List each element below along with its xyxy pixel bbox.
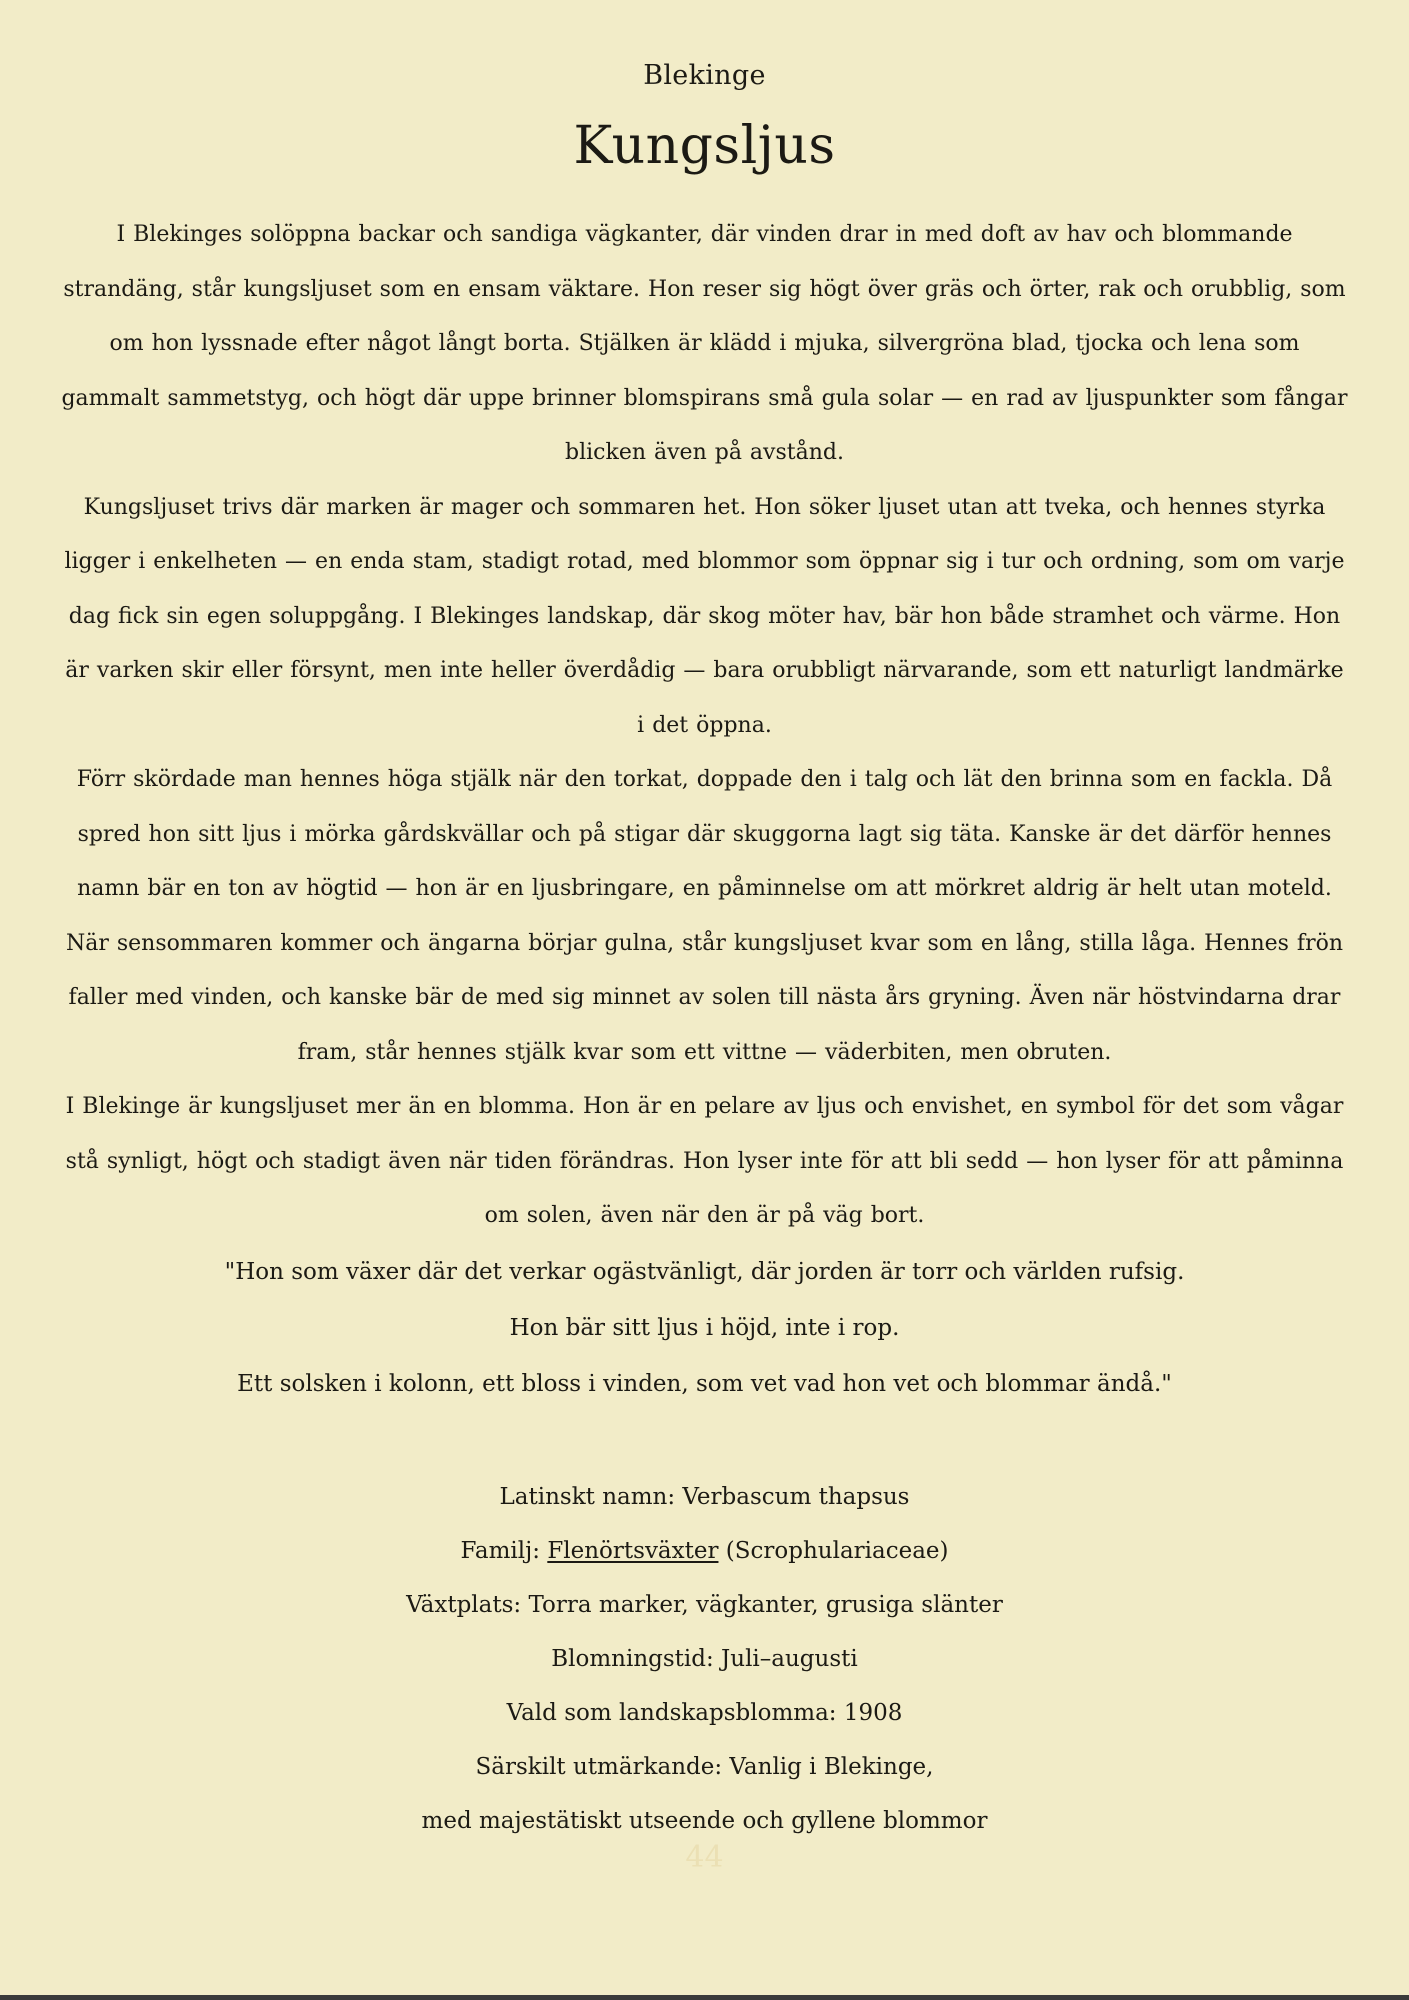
paragraph-1: I Blekinges solöppna backar och sandiga vägkanter, där vinden drar in med doft av hav och blommande strandäng, står kungsljuset som en ensam väktare. Hon reser sig högt över gräs och örter, rak och orubblig, som om hon lyssnade efter något långt borta. Stjälken är klädd i mjuka, silvergröna blad, tjocka och lena som gammalt sammetstyg, och högt där uppe brinner blomspirans små gula solar — en rad av ljuspunkter som fångar blicken även på avstånd. — [61, 222, 1348, 465]
paragraph-5: I Blekinge är kungsljuset mer än en blomma. Hon är en pelare av ljus och envishet, en symbol för det som vågar stå synligt, högt och stadigt även när tiden förändras. Hon lyser inte för att bli sedd — hon lyser för att påminna om solen, även när den är på väg bort. — [65, 1094, 1344, 1228]
body-text — [58, 208, 1351, 1244]
facts-list — [58, 1470, 1351, 1848]
quote-line-3: Ett solsken i kolonn, ett bloss i vinden, som vet vad hon vet och blommar ändå." — [237, 1370, 1172, 1397]
page-number: 44 — [685, 1840, 724, 1875]
quote-line-2: Hon bär sitt ljus i höjd, inte i rop. — [509, 1314, 900, 1341]
quote-line-1: "Hon som växer där det verkar ogästvänligt, där jorden är torr och världen rufsig. — [224, 1258, 1185, 1285]
paragraph-4: När sensommaren kommer och ängarna börjar gulna, står kungsljuset kvar som en lång, stilla låga. Hennes frön faller med vinden, och kanske bär de med sig minnet av solen till nästa års gryning. Även när höstvindarna drar fram, står hennes stjälk kvar som ett vittne — väderbiten, men obruten. — [65, 930, 1344, 1065]
page-title: Kungsljus — [573, 116, 836, 176]
fact-family — [58, 1524, 1351, 1578]
fact-bloom-time: Blomningstid: Juli–augusti — [551, 1645, 858, 1672]
bottom-divider — [0, 1995, 1409, 2000]
fact-special-2: med majestätiskt utseende och gyllene blommor — [421, 1807, 988, 1834]
fact-special-1: Särskilt utmärkande: Vanlig i Blekinge, — [475, 1753, 934, 1780]
fact-chosen-year: Vald som landskapsblomma: 1908 — [506, 1699, 903, 1726]
family-link[interactable]: Flenörtsväxter — [547, 1537, 719, 1564]
fact-family-suffix: (Scrophulariaceae) — [718, 1537, 949, 1564]
region-heading: Blekinge — [643, 60, 766, 91]
fact-family-prefix: Familj: — [460, 1537, 548, 1564]
fact-latin-name: Latinskt namn: Verbascum thapsus — [499, 1483, 910, 1510]
poem-quote — [58, 1244, 1351, 1412]
paragraph-3: Förr skördade man hennes höga stjälk när den torkat, doppade den i talg och lät den brinna som en fackla. Då spred hon sitt ljus i mörka gårdskvällar och på stigar där skuggorna lagt sig täta. Kanske är det därför hennes namn bär en ton av högtid — hon är en ljusbringare, en påminnelse om att mörkret aldrig är helt utan moteld. — [76, 767, 1333, 901]
paragraph-2: Kungsljuset trivs där marken är mager och sommaren het. Hon söker ljuset utan att tveka, och hennes styrka ligger i enkelheten — en enda stam, stadigt rotad, med blommor som öppnar sig i tur och ordning, som om varje dag fick sin egen soluppgång. I Blekinges landskap, där skog möter hav, bär hon både stramhet och värme. Hon är varken skir eller försynt, men inte heller överdådig — bara orubbligt närvarande, som ett naturligt landmärke i det öppna. — [64, 494, 1345, 738]
fact-habitat: Växtplats: Torra marker, vägkanter, grusiga slänter — [406, 1591, 1003, 1618]
